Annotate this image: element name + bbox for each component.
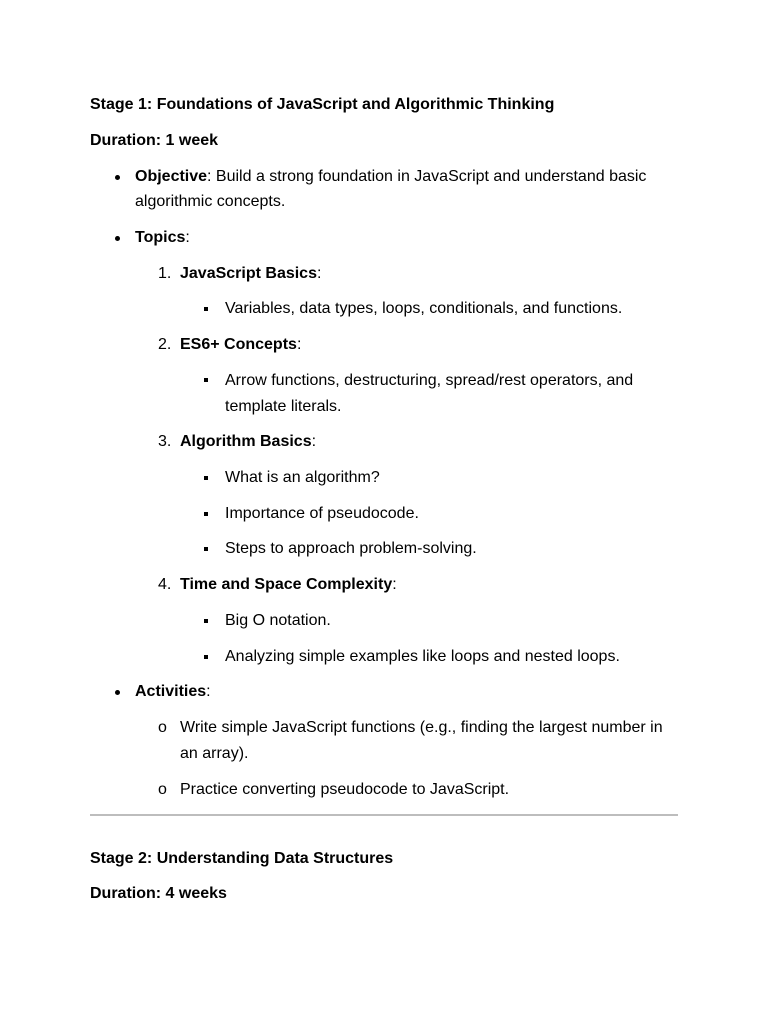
objective-label: Objective xyxy=(135,168,208,185)
bullet-square-icon xyxy=(204,378,208,382)
topic-subitem: What is an algorithm? xyxy=(225,469,380,486)
topic-subitem: Big O notation. xyxy=(225,612,331,629)
topic-item xyxy=(180,332,301,358)
stage1-duration: Duration: 1 week xyxy=(90,132,219,149)
topic-item xyxy=(180,261,321,287)
topic-number: 4. xyxy=(158,576,172,593)
topics-label: Topics xyxy=(135,229,186,246)
stage2-duration: Duration: 4 weeks xyxy=(90,885,227,902)
topic-colon: : xyxy=(392,576,397,593)
topic-subitem: Importance of pseudocode. xyxy=(225,505,419,522)
bullet-square-icon xyxy=(204,512,208,516)
horizontal-divider xyxy=(90,814,678,816)
topic-colon: : xyxy=(296,336,302,353)
activities-colon: : xyxy=(206,683,211,700)
topic-subitem-cont: template literals. xyxy=(225,398,342,415)
activity-item: Practice converting pseudocode to JavaScript. xyxy=(180,781,510,798)
bullet-dot-icon xyxy=(115,236,120,241)
objective-text: : Build a strong foundation in JavaScript and understand basic xyxy=(207,168,647,185)
circle-bullet-icon: o xyxy=(158,719,167,736)
bullet-dot-icon xyxy=(115,690,120,695)
topic-subitem: Arrow functions, destructuring, spread/rest operators, and xyxy=(225,372,634,389)
topic-subitem: Analyzing simple examples like loops and nested loops. xyxy=(225,648,620,665)
topic-item xyxy=(180,572,397,598)
topic-number: 3. xyxy=(158,433,172,450)
activities-label: Activities xyxy=(135,683,207,700)
stage2-title: Stage 2: Understanding Data Structures xyxy=(90,850,394,867)
topic-label: ES6+ Concepts xyxy=(180,336,297,353)
activity-item: Write simple JavaScript functions (e.g., finding the largest number in xyxy=(180,719,663,736)
objective-text-cont: algorithmic concepts. xyxy=(135,193,286,210)
topic-number: 2. xyxy=(158,336,172,353)
bullet-square-icon xyxy=(204,655,208,659)
bullet-square-icon xyxy=(204,476,208,480)
bullet-square-icon xyxy=(204,547,208,551)
topic-colon: : xyxy=(311,433,317,450)
topic-label: JavaScript Basics xyxy=(180,265,317,282)
topics-colon: : xyxy=(185,229,190,246)
topic-colon: : xyxy=(316,265,322,282)
topic-subitem: Variables, data types, loops, conditionals, and functions. xyxy=(225,300,623,317)
bullet-square-icon xyxy=(204,307,208,311)
objective-line xyxy=(135,164,646,190)
bullet-square-icon xyxy=(204,619,208,623)
bullet-dot-icon xyxy=(115,175,120,180)
topic-subitem: Steps to approach problem-solving. xyxy=(225,540,477,557)
stage1-title: Stage 1: Foundations of JavaScript and Algorithmic Thinking xyxy=(90,96,555,113)
activities-line xyxy=(135,679,211,705)
topic-number: 1. xyxy=(158,265,172,282)
topic-label: Time and Space Complexity xyxy=(180,576,393,593)
topic-item xyxy=(180,429,316,455)
circle-bullet-icon: o xyxy=(158,781,167,798)
activity-item-cont: an array). xyxy=(180,745,249,762)
topics-line xyxy=(135,225,190,251)
topic-label: Algorithm Basics xyxy=(180,433,312,450)
